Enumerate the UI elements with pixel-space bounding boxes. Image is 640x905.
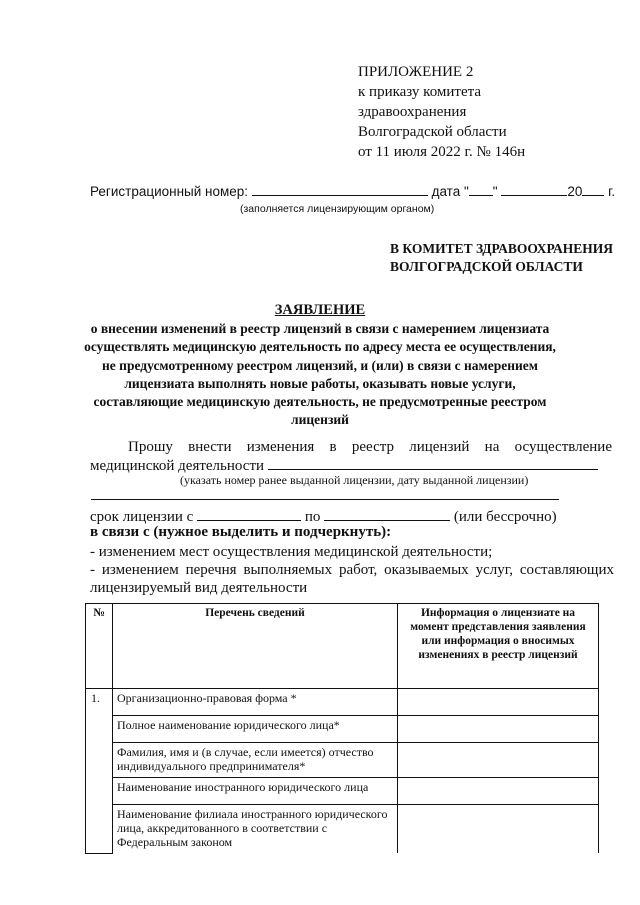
row-value-field[interactable] [398,805,599,854]
term-prefix: срок лицензии с [90,509,194,525]
date-quote: " [492,184,498,199]
row-value-field[interactable] [398,716,599,743]
day-field[interactable] [469,183,493,196]
option-locations[interactable]: - изменением мест осуществления медицинской деятельности; [90,544,493,560]
row-label: Полное наименование юридического лица* [113,716,398,743]
term-start-field[interactable] [197,508,301,521]
table-row [86,805,599,854]
table-row [86,716,599,743]
appendix-order-date: от 11 июля 2022 г. № 146н [358,144,526,160]
term-end-field[interactable] [324,508,450,521]
row-label: Фамилия, имя и (в случае, если имеется) отчество индивидуального предпринимателя* [113,743,398,778]
table-row [86,743,599,778]
appendix-block [358,62,525,162]
row-value-field[interactable] [398,778,599,805]
header-num: № [86,604,113,689]
registration-label: Регистрационный номер: [90,184,249,199]
table-header-row [86,604,599,689]
table-row [86,689,599,716]
request-text: Прошу внести изменения в реестр лицензий на осуществление медицинской деятельности [90,439,612,474]
year-suffix: г. [608,184,616,199]
date-label: дата " [431,184,469,199]
row-value-field[interactable] [398,689,599,716]
row-number: 1. [86,689,113,854]
appendix-line: к приказу комитета [358,84,482,100]
info-table [85,603,599,854]
row-label: Наименование иностранного юридического лица [113,778,398,805]
year-field[interactable] [582,183,604,196]
row-label: Организационно-правовая форма * [113,689,398,716]
request-paragraph [90,438,612,476]
continuation-line[interactable] [91,499,559,500]
document-title: ЗАЯВЛЕНИЕ [274,302,366,318]
row-label: Наименование филиала иностранного юридического лица, аккредитованного в соответствии с Федеральным законом [113,805,398,854]
license-field[interactable] [268,457,598,470]
option-works[interactable]: - изменением перечня выполняемых работ, оказываемых услуг, составляющих лицензируемый вид деятельности [90,562,614,596]
addressee [390,240,613,276]
appendix-line: здравоохранения [358,104,467,120]
appendix-title: ПРИЛОЖЕНИЕ 2 [358,64,474,80]
row-value-field[interactable] [398,743,599,778]
in-connection-heading: в связи с (нужное выделить и подчеркнуть): [90,524,392,540]
registration-number-field[interactable] [252,183,428,196]
year-prefix: 20 [567,184,583,199]
addressee-line: В КОМИТЕТ ЗДРАВООХРАНЕНИЯ [390,241,614,256]
term-suffix: (или бессрочно) [453,509,557,525]
license-note: (указать номер ранее выданной лицензии, дату выданной лицензии) [180,473,529,487]
header-info: Информация о лицензиате на момент представления заявления или информация о вносимых изменениях в реестр лицензий [398,604,599,689]
registration-note: (заполняется лицензирующим органом) [240,203,435,215]
registration-row [90,183,615,199]
addressee-line: ВОЛГОГРАДСКОЙ ОБЛАСТИ [390,259,583,274]
month-field[interactable] [501,183,567,196]
table-row [86,778,599,805]
header-list: Перечень сведений [113,604,398,689]
document-subtitle: о внесении изменений в реестр лицензий в связи с намерением лицензиата осуществлять медицинскую деятельность по адресу места ее осуществления, не предусмотренному реестром лицензий, и (или) в связи с намерением лицензиата выполнять новые работы, оказывать новые услуги, составляющие медицинскую деятельность, не предусмотренные реестром лицензий [84,321,556,428]
term-mid: по [304,509,321,525]
appendix-line: Волгоградской области [358,124,507,140]
